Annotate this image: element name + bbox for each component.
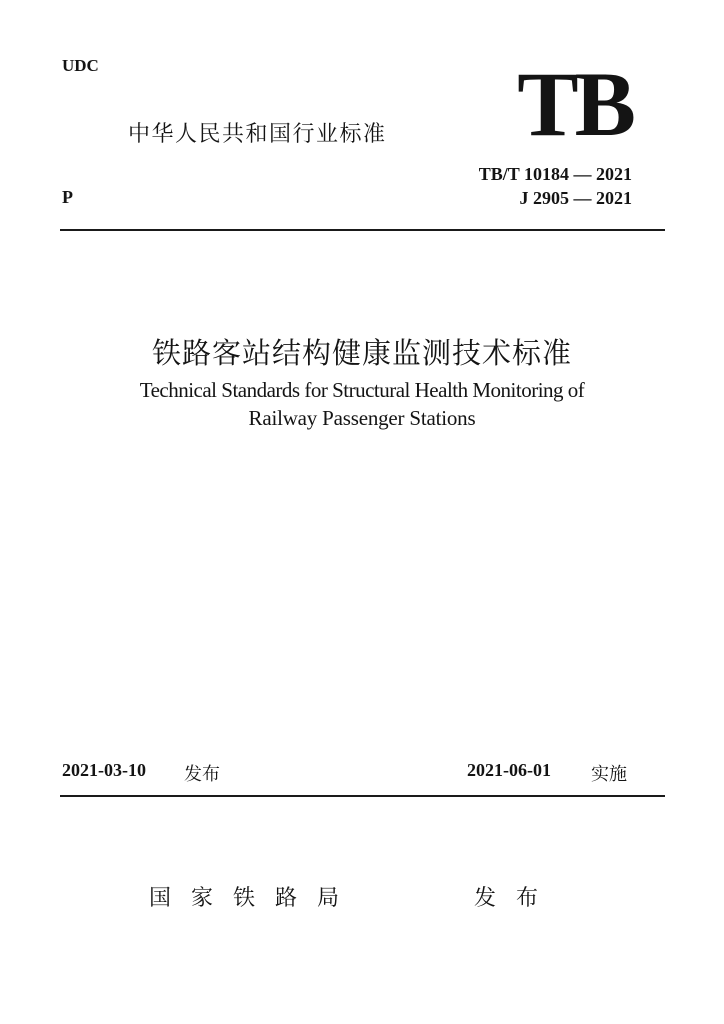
standard-category: 中华人民共和国行业标准 [128, 122, 387, 147]
title-english-line-2: Railway Passenger Stations [248, 406, 476, 430]
title-chinese: 铁路客站结构健康监测技术标准 [151, 336, 572, 370]
classification-code: P [62, 187, 73, 207]
title-english-line-1: Technical Standards for Structural Health Monitoring of [139, 378, 585, 402]
bottom-divider [60, 795, 665, 797]
record-number: J 2905 — 2021 [519, 188, 632, 208]
tb-logo: TB [517, 53, 632, 155]
implementation-date: 2021-06-01 [467, 760, 551, 780]
implementation-label: 实施 [591, 764, 627, 785]
udc-label: UDC [62, 56, 99, 75]
issue-label: 发布 [184, 764, 220, 785]
top-divider [60, 229, 665, 231]
publish-label: 发布 [474, 886, 559, 911]
standard-number: TB/T 10184 — 2021 [478, 164, 632, 184]
issue-date: 2021-03-10 [62, 760, 146, 780]
publisher-name: 国家铁路局 [149, 886, 360, 911]
